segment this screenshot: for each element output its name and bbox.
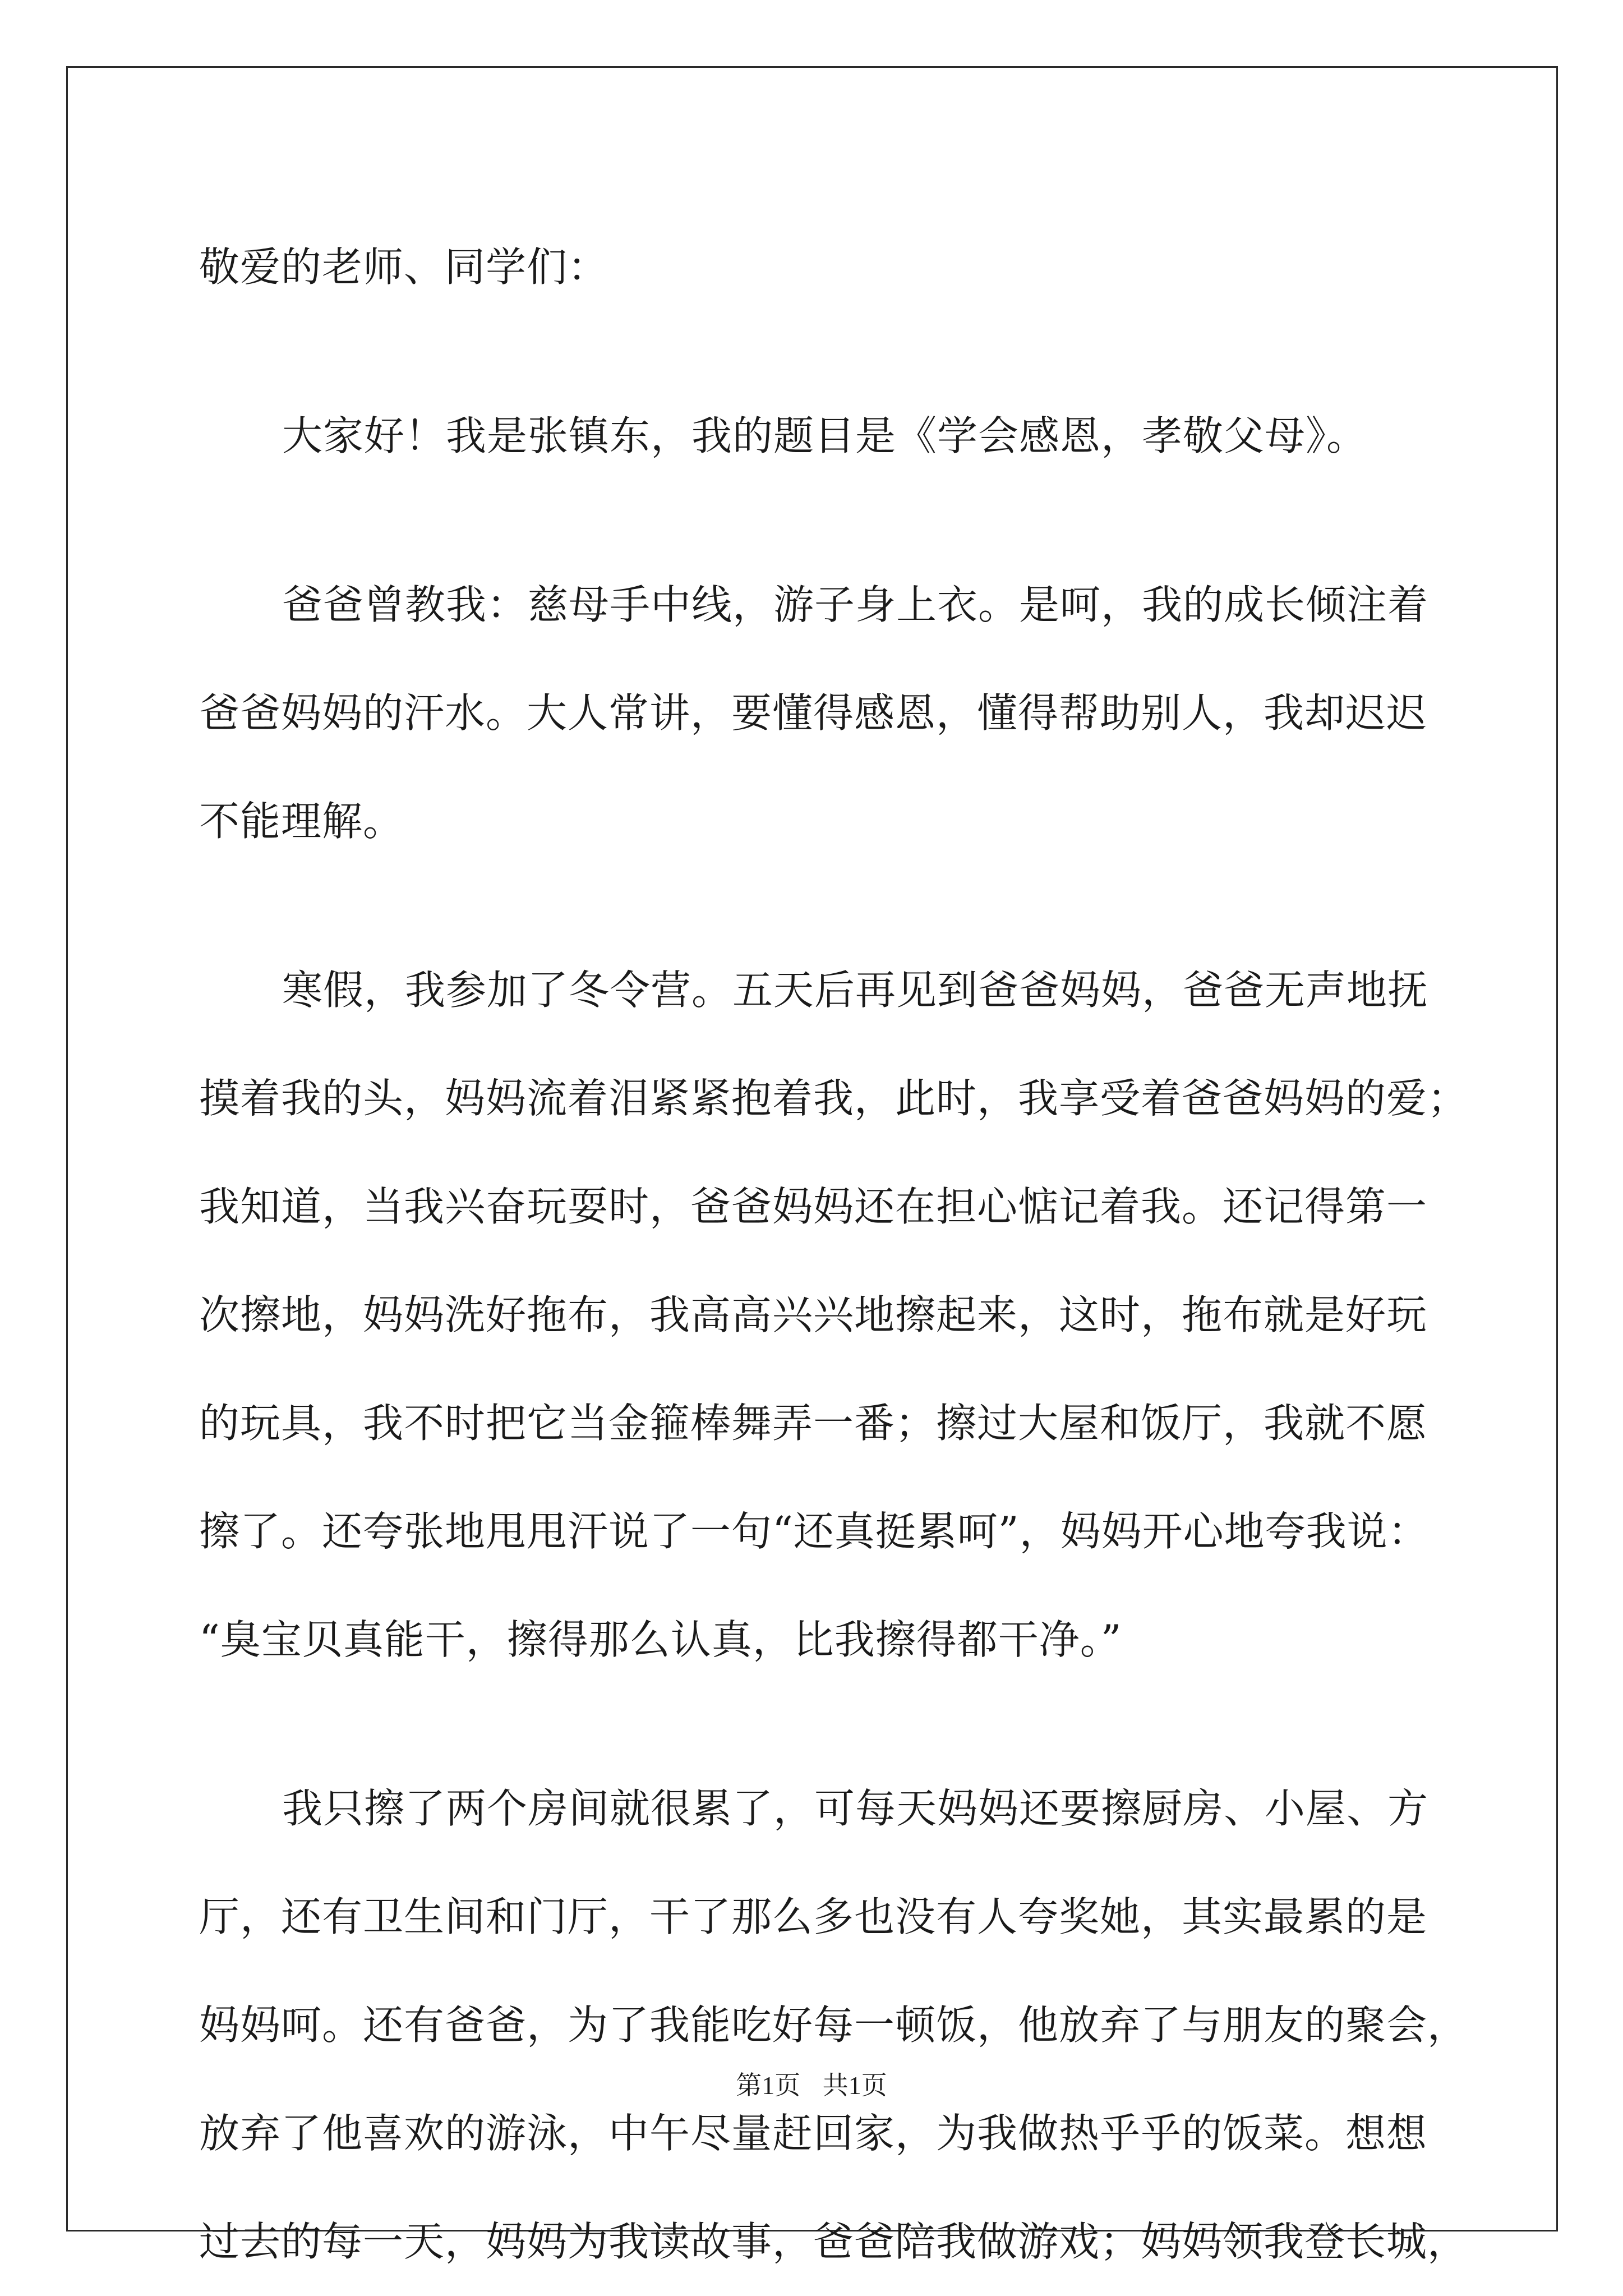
paragraph-line: 摸着我的头，妈妈流着泪紧紧抱着我，此时，我享受着爸爸妈妈的爱； [199, 1075, 1469, 1122]
paragraph-line: 擦了。还夸张地甩甩汗说了一句“还真挺累呵”，妈妈开心地夸我说： [199, 1508, 1429, 1555]
salutation: 敬爱的老师、同学们： [199, 243, 609, 291]
paragraph-line: 大家好！我是张镇东，我的题目是《学会感恩，孝敬父母》。 [282, 412, 1368, 459]
page-number: 第1页 [736, 2071, 801, 2100]
paragraph-line: 次擦地，妈妈洗好拖布，我高高兴兴地擦起来，这时，拖布就是好玩 [199, 1291, 1428, 1338]
paragraph-line: 爸爸曾教我：慈母手中线，游子身上衣。是呵，我的成长倾注着 [282, 581, 1429, 628]
paragraph-line: 放弃了他喜欢的游泳，中午尽量赶回家，为我做热乎乎的饭菜。想想 [199, 2110, 1428, 2157]
paragraph-line: 过去的每一天，妈妈为我读故事，爸爸陪我做游戏；妈妈领我登长城， [199, 2218, 1469, 2265]
paragraph-line: 妈妈呵。还有爸爸，为了我能吃好每一顿饭，他放弃了与朋友的聚会， [199, 2001, 1469, 2049]
paragraph-line: 的玩具，我不时把它当金箍棒舞弄一番；擦过大屋和饭厅，我就不愿 [199, 1400, 1428, 1447]
page-total: 共1页 [822, 2071, 887, 2100]
paragraph-line: 寒假，我参加了冬令营。五天后再见到爸爸妈妈，爸爸无声地抚 [282, 967, 1429, 1014]
page-footer [0, 2069, 1623, 2102]
paragraph-line: “臭宝贝真能干，擦得那么认真，比我擦得都干净。” [199, 1616, 1122, 1663]
paragraph-line: 我只擦了两个房间就很累了，可每天妈妈还要擦厨房、小屋、方 [282, 1785, 1429, 1832]
document-body [199, 213, 1469, 2296]
paragraph-line: 不能理解。 [199, 798, 404, 845]
paragraph-line: 我知道，当我兴奋玩耍时，爸爸妈妈还在担心惦记着我。还记得第一 [199, 1183, 1428, 1230]
paragraph-line: 厅，还有卫生间和门厅，干了那么多也没有人夸奖她，其实最累的是 [199, 1893, 1428, 1940]
paragraph-line: 爸爸妈妈的汗水。大人常讲，要懂得感恩，懂得帮助别人，我却迟迟 [199, 689, 1428, 737]
